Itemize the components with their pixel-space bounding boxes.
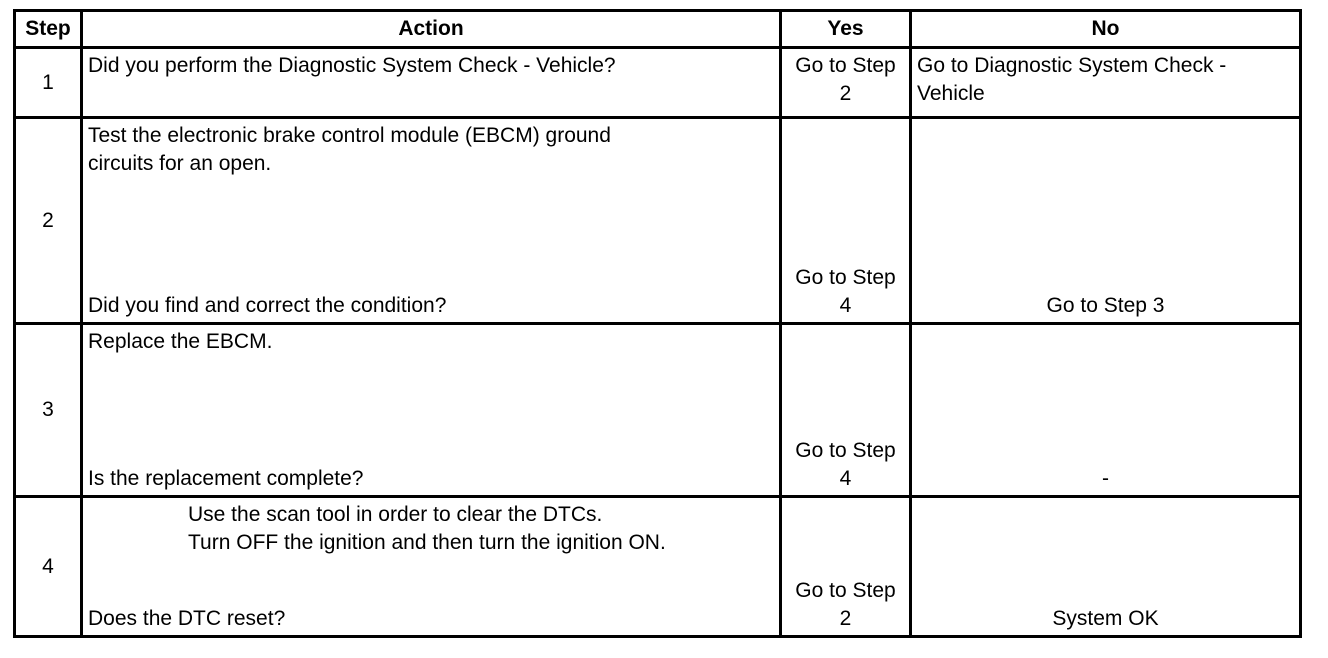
table-row: [15, 324, 1301, 497]
yes-step-number: 4: [839, 294, 852, 317]
header-no: No: [911, 11, 1301, 48]
no-cell: [911, 118, 1301, 324]
action-text: circuits for an open.: [88, 152, 272, 175]
action-text: Did you perform the Diagnostic System Check - Vehicle?: [88, 54, 616, 77]
action-question: Is the replacement complete?: [88, 467, 364, 490]
diagnostic-table: [13, 9, 1302, 638]
yes-text: Go to Step: [795, 439, 896, 462]
no-text: -: [1102, 467, 1109, 490]
header-step: Step: [15, 11, 82, 48]
yes-cell: [781, 497, 911, 637]
action-cell: [82, 48, 781, 118]
no-text-continued: Vehicle: [917, 82, 985, 105]
step-number: 1: [15, 48, 82, 118]
yes-step-number: 2: [839, 607, 852, 630]
no-text: Go to Step 3: [1046, 294, 1165, 317]
yes-step-number: 2: [839, 82, 852, 105]
no-cell: [911, 324, 1301, 497]
header-action: Action: [82, 11, 781, 48]
table-row: [15, 118, 1301, 324]
action-question: Did you find and correct the condition?: [88, 294, 447, 317]
action-text: Test the electronic brake control module (EBCM) ground: [88, 124, 611, 147]
yes-cell: [781, 48, 911, 118]
header-yes: Yes: [781, 11, 911, 48]
action-question: Does the DTC reset?: [88, 607, 286, 630]
step-number: 3: [15, 324, 82, 497]
yes-step-number: 4: [839, 467, 852, 490]
no-cell: [911, 48, 1301, 118]
table-row: [15, 48, 1301, 118]
no-text: System OK: [1052, 607, 1159, 630]
header-row: [15, 11, 1301, 48]
yes-text: Go to Step: [795, 266, 896, 289]
yes-text: Go to Step: [795, 579, 896, 602]
action-text: Use the scan tool in order to clear the DTCs.: [188, 503, 603, 526]
action-cell: [82, 497, 781, 637]
yes-cell: [781, 118, 911, 324]
no-text: Go to Diagnostic System Check -: [917, 54, 1227, 77]
yes-cell: [781, 324, 911, 497]
action-cell: [82, 118, 781, 324]
step-number: 2: [15, 118, 82, 324]
action-cell: [82, 324, 781, 497]
action-text: Turn OFF the ignition and then turn the ignition ON.: [188, 531, 666, 554]
table-row: [15, 497, 1301, 637]
no-cell: [911, 497, 1301, 637]
yes-text: Go to Step: [795, 54, 896, 77]
step-number: 4: [15, 497, 82, 637]
action-text: Replace the EBCM.: [88, 330, 273, 353]
